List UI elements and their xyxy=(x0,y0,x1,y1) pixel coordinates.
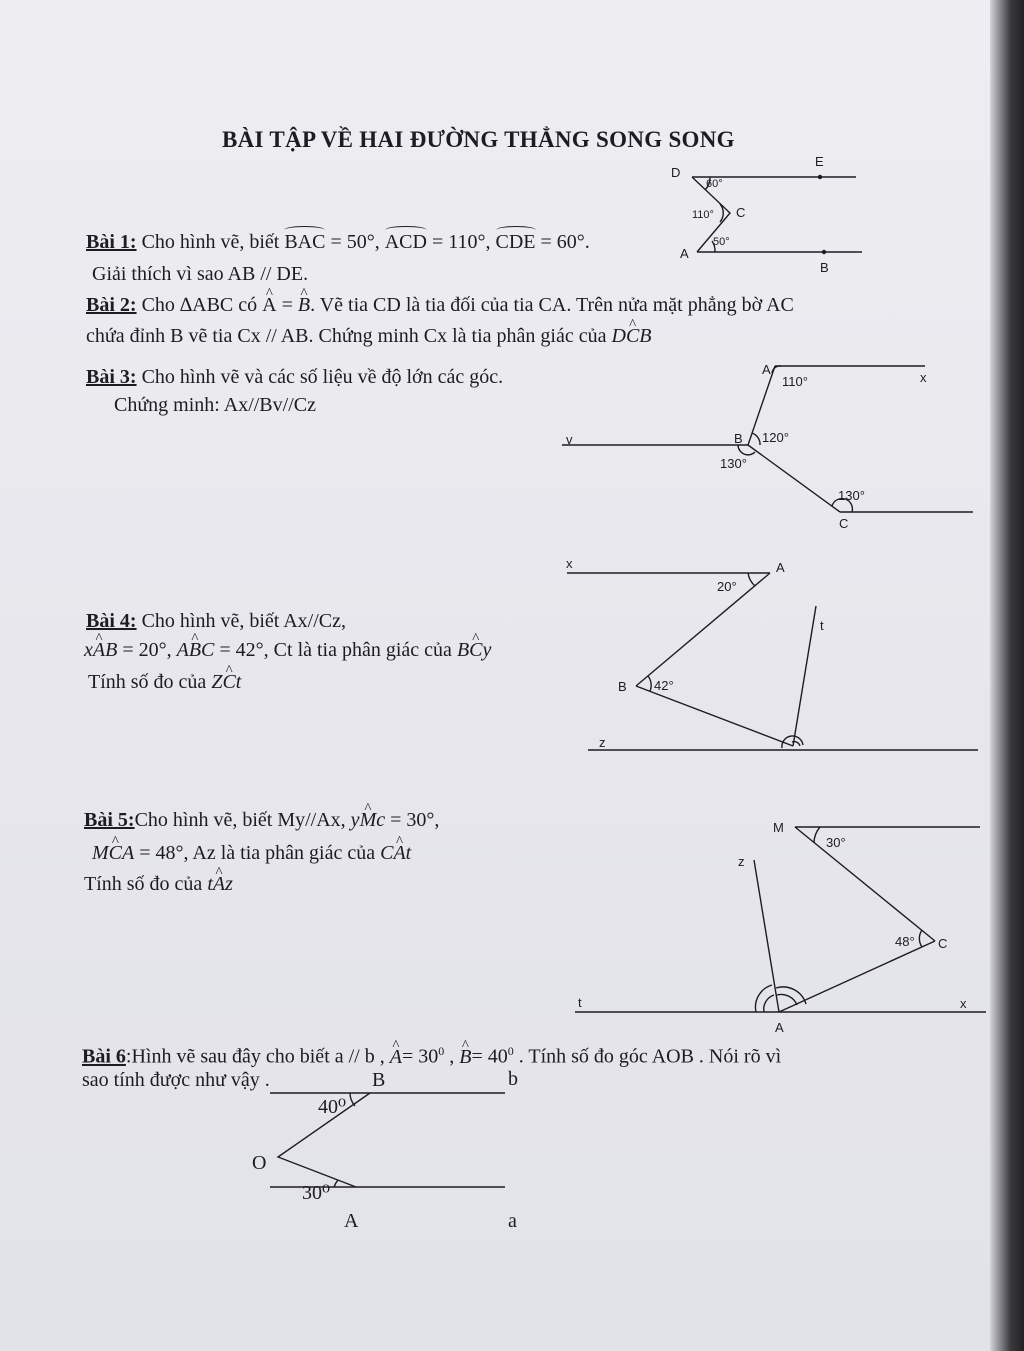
bai6-a-value: = 30 xyxy=(401,1045,439,1068)
bai5-taz-z: z xyxy=(225,873,233,895)
bai3-angle-110: 110° xyxy=(782,374,808,389)
bai1-point-b xyxy=(822,250,826,254)
bai3-label-x: x xyxy=(920,370,927,385)
bai6-a-deg: 0 xyxy=(438,1044,445,1058)
bai1-acd-value: = 110°, xyxy=(431,231,491,253)
bai5-label-m: M xyxy=(773,820,784,835)
bai6-angle-a: ^ A xyxy=(390,1045,402,1069)
bai3-arc-120 xyxy=(752,433,760,445)
bai5-figure xyxy=(575,820,986,1035)
bai4-label-b: B xyxy=(618,679,627,694)
bai6-b-deg: 0 xyxy=(507,1044,514,1058)
bai1-intro: Cho hình vẽ, biết xyxy=(141,231,280,253)
bai6-label-o: O xyxy=(252,1152,267,1174)
bai1-label-b: B xyxy=(820,260,829,275)
bai1-line2: Giải thích vì sao AB // DE. xyxy=(92,263,309,285)
bai3-angle-130-c: 130° xyxy=(838,488,865,503)
bai1-label-c: C xyxy=(736,205,746,220)
bai3-label-c: C xyxy=(839,516,849,531)
bai2-angle-b: ^ B xyxy=(298,293,310,317)
bai5-taz-a: ^ A xyxy=(213,872,225,896)
bai2-text1a: Cho ∆ABC có xyxy=(141,294,258,316)
bai6-text1b: . Tính số đo góc AOB . Nói rõ vì xyxy=(518,1045,782,1068)
bai4-xab-a: ^ A xyxy=(93,638,105,662)
bai3-line2: Chứng minh: Ax//Bv//Cz xyxy=(114,394,316,416)
bai6-line2: sao tính được như vậy . xyxy=(82,1069,270,1091)
bai4-angle-42: 42° xyxy=(654,678,674,693)
bai2-dcb-b: B xyxy=(639,325,652,347)
bai4-label-t: t xyxy=(820,618,824,633)
bai6-label-b-point: B xyxy=(372,1069,386,1091)
bai4-label-a: A xyxy=(776,560,785,575)
bai5-ray-az xyxy=(754,860,779,1012)
bai4-bcy-b: B xyxy=(456,639,470,661)
bai6-angle-40: 40⁰ xyxy=(318,1096,347,1118)
bai5-label-a: A xyxy=(775,1020,784,1035)
bai2-angle-a: ^ A xyxy=(262,293,276,317)
bai4-label-z: z xyxy=(599,735,606,750)
bai5-ymc-y: y xyxy=(350,809,360,831)
bai3-angle-130-b: 130° xyxy=(720,456,747,471)
bai5-label-t: t xyxy=(578,995,582,1010)
bai4-abc-value: = 42°, Ct là tia phân giác của xyxy=(219,639,452,661)
bai4-figure xyxy=(566,556,978,750)
bai5-mca-m: M xyxy=(92,842,109,864)
bai4-angle-20: 20° xyxy=(717,579,737,594)
bai5-mca-a: A xyxy=(122,842,135,864)
bai5-angle-30: 30° xyxy=(826,835,846,850)
bai5-arc-taz-2 xyxy=(764,995,774,1012)
bai5-angle-48: 48° xyxy=(895,934,915,949)
bai4-zct-t: t xyxy=(235,671,242,693)
bai3-label-a: A xyxy=(762,362,771,377)
bai1-angle-bac: BAC xyxy=(284,231,326,253)
bai5-cat-c: C xyxy=(380,842,394,864)
bai5-arc-zac-2 xyxy=(777,994,797,1005)
bai2-dcb-d: D xyxy=(611,325,626,347)
bai1-angle-110: 110° xyxy=(692,209,714,221)
bai5-mca-value: = 48°, Az là tia phân giác của xyxy=(139,842,376,864)
bai4-arc-20 xyxy=(748,573,755,586)
bai3-label: Bài 3: xyxy=(86,366,137,388)
bai4-xab-b: B xyxy=(105,639,118,661)
bai4-xab-value: = 20°, xyxy=(122,639,172,661)
bai5-ymc-value: = 30°, xyxy=(390,809,440,831)
bai6-label: Bài 6 xyxy=(82,1045,126,1068)
bai5-arc-48 xyxy=(919,930,922,947)
bai1-angle-acd: ACD xyxy=(384,231,427,253)
bai5-label-c: C xyxy=(938,936,948,951)
bai6-label-b-line: b xyxy=(508,1068,518,1090)
bai5-arc-30 xyxy=(814,827,820,843)
bai4-segment-bc xyxy=(636,686,793,746)
bai1-bac-value: = 50°, xyxy=(330,231,380,253)
bai1-label: Bài 1: xyxy=(86,231,137,253)
bai1-cde-value: = 60°. xyxy=(540,231,590,253)
bai6-label-a-line: a xyxy=(508,1210,517,1232)
bai5-label-x: x xyxy=(960,996,967,1011)
bai1-label-e: E xyxy=(815,154,824,169)
bai6-label-a-point: A xyxy=(344,1210,359,1232)
bai6-angle-b: ^ B xyxy=(459,1045,471,1069)
bai4-bcy-y: y xyxy=(482,639,492,661)
bai4-segment-ab xyxy=(636,573,770,686)
bai2-text1b: . Vẽ tia CD là tia đối của tia CA. Trên nửa mặt phẳng bờ AC xyxy=(310,294,794,316)
bai4-zct-z: Z xyxy=(211,671,223,693)
bai2-eq: = xyxy=(281,294,293,316)
bai4-text1: Cho hình vẽ, biết Ax//Cz, xyxy=(141,610,346,632)
bai3-arc-130-b xyxy=(738,445,755,455)
bai3-figure xyxy=(562,362,973,531)
bai5-segment-mc xyxy=(795,827,935,941)
bai5-cat-a: ^ A xyxy=(393,841,405,865)
bai5-taz-t: t xyxy=(207,873,213,895)
bai4-zct-c: ^ C xyxy=(222,670,235,694)
bai5-ymc-c: c xyxy=(376,809,386,831)
bai5-segment-ca xyxy=(779,941,935,1012)
bai5-ymc-m: ^ M xyxy=(360,808,377,832)
bai5-label-z: z xyxy=(738,854,745,869)
bai5-cat-t: t xyxy=(405,842,412,864)
bai1-angle-cde: CDE xyxy=(495,231,536,253)
bai4-arc-42 xyxy=(648,676,651,691)
bai5-text1: Cho hình vẽ, biết My//Ax, xyxy=(134,809,346,831)
bai4-text3: Tính số đo của xyxy=(88,671,207,693)
bai4-abc-b: ^ B xyxy=(189,638,201,662)
bai6-figure xyxy=(252,1068,518,1232)
bai5-mca-c: ^ C xyxy=(109,841,122,865)
bai3-segment-bc xyxy=(748,445,840,512)
bai1-angle-60: 60° xyxy=(706,178,723,190)
bai3-label-b: B xyxy=(734,431,743,446)
bai1-figure xyxy=(671,154,862,275)
bai4-bcy-c: ^ C xyxy=(469,638,482,662)
bai5-text3: Tính số đo của xyxy=(84,873,203,895)
bai3-label-v: v xyxy=(566,432,573,447)
bai6-arc-40 xyxy=(350,1093,355,1106)
bai6-text1a: :Hình vẽ sau đây cho biết a // b , xyxy=(125,1045,385,1068)
bai4-xab-x: x xyxy=(84,639,93,661)
bai1-label-a: A xyxy=(680,246,689,261)
bai4-label-x: x xyxy=(566,556,573,571)
bai3-angle-120: 120° xyxy=(762,430,789,445)
bai3-text1: Cho hình vẽ và các số liệu về độ lớn các góc. xyxy=(141,366,504,388)
bai6-line1: Bài 6:Hình vẽ sau đây cho biết a // b , ^ $A= 30^0$ , ^ $B= 40^0$ . Tính số đo góc AOB . Nói rõ vì xyxy=(82,1039,781,1069)
bai6-b-value: = 40 xyxy=(471,1045,508,1068)
bai2-label: Bài 2: xyxy=(86,294,137,316)
bai1-angle-50: 50° xyxy=(713,236,730,248)
bai1-point-e xyxy=(818,175,822,179)
bai4-abc-c: C xyxy=(201,639,215,661)
bai6-arc-30 xyxy=(334,1180,338,1187)
bai4-label: Bài 4: xyxy=(86,610,137,632)
bai5-label: Bài 5: xyxy=(84,809,135,831)
bai2-text2: chứa đỉnh B vẽ tia Cx // AB. Chứng minh Cx là tia phân giác của xyxy=(86,325,607,347)
page-title: BÀI TẬP VỀ HAI ĐƯỜNG THẲNG SONG SONG xyxy=(222,127,735,152)
bai6-angle-30: 30⁰ xyxy=(302,1182,331,1204)
bai4-ray-ct xyxy=(793,606,816,746)
bai1-label-d: D xyxy=(671,165,681,180)
bai2-dcb-c: ^ C xyxy=(626,324,639,348)
bai4-abc-a: A xyxy=(176,639,189,661)
